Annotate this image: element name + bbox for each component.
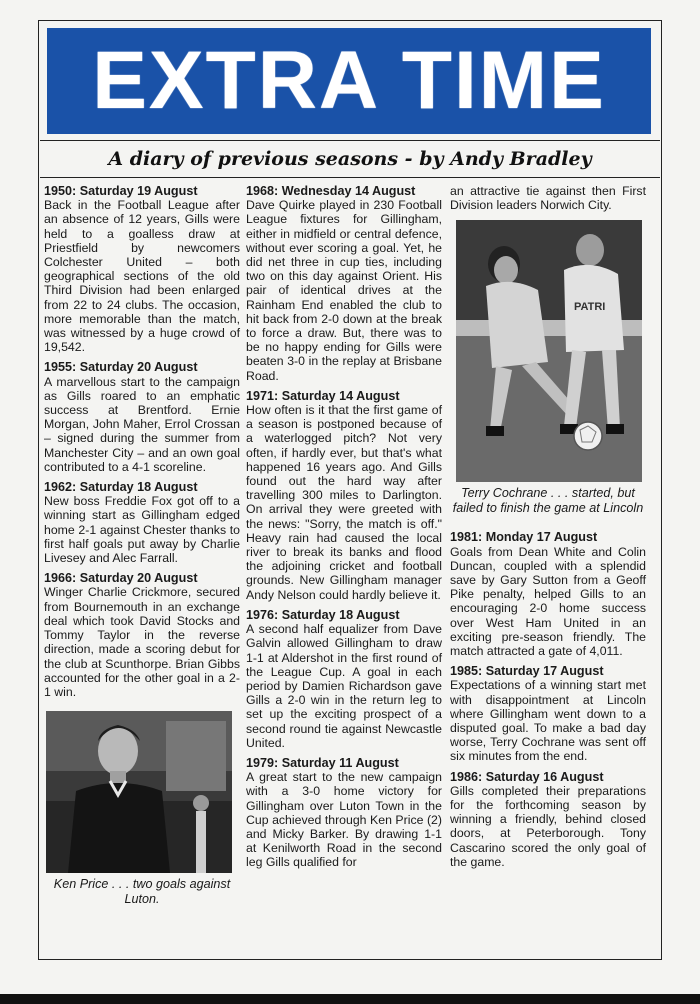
entry-text: Dave Quirke played in 230 Football League fixtures for Gillingham, either in midfield or central defence, without ever scoring a goal. Yet, he did net three in cup ties, including two on this day against Orient. His pair of identical drives at the Rainham End enabled the club to hit back from 2-0 down at the break to force a draw. But, there was to be no happy ending for Gills were beaten 3-0 in the replay at Brisbane Road. bbox=[246, 198, 442, 383]
diary-entry bbox=[44, 360, 240, 474]
diary-entry bbox=[44, 480, 240, 565]
diary-entry bbox=[44, 184, 240, 354]
terry-cochrane-caption: Terry Cochrane . . . started, but failed to finish the game at Lincoln bbox=[452, 486, 644, 516]
entry-text: Goals from Dean White and Colin Duncan, coupled with a splendid save by Gary Sutton from a Geoff Pike penalty, helped Gills to an encouraging 2-0 home success over West Ham United in an exciting pre-season friendly. The match attracted a gate of 4,011. bbox=[450, 544, 646, 659]
entry-text: How often is it that the first game of a season is postponed because of a waterlogged pitch? Not very often, if hardly ever, but that's what happened 16 years ago. And Gills found out the hard way after travelling 300 miles to Darlington. On arrival they were greeted with the news: "Sorry, the match is off." Heavy rain had caused the local river to break its banks and flood the adjoining cricket and football grounds. New Gillingham manager Andy Nelson could hardly believe it. bbox=[246, 403, 442, 602]
entry-date: 1962: Saturday 18 August bbox=[44, 480, 198, 495]
entry-text: Winger Charlie Crickmore, secured from Bournemouth in an exchange deal which took David Stocks and Tommy Taylor in the reverse direction, made a scoring debut for the club at Scunthorpe. Brian Gibbs accounted for the other goal in a 2-1 win. bbox=[44, 585, 240, 699]
diary-entry bbox=[44, 571, 240, 699]
title-banner bbox=[47, 28, 651, 134]
diary-entry bbox=[246, 184, 442, 383]
entry-date: 1950: Saturday 19 August bbox=[44, 184, 198, 198]
entry-date: 1985: Saturday 17 August bbox=[450, 664, 604, 679]
match-action-illustration bbox=[456, 220, 642, 482]
diary-entry bbox=[450, 530, 646, 658]
bottom-rule bbox=[0, 994, 700, 1004]
entry-date: 1979: Saturday 11 August bbox=[246, 755, 399, 770]
entry-date: 1981: Monday 17 August bbox=[450, 530, 598, 545]
entry-date: 1986: Saturday 16 August bbox=[450, 769, 604, 784]
ken-price-photo bbox=[46, 711, 232, 873]
terry-cochrane-photo bbox=[456, 220, 642, 482]
diary-entry bbox=[246, 756, 442, 870]
entry-text: Gills completed their preparations for the forthcoming season by winning a friendly, behind closed doors, at Peterborough. Tony Cascarino scored the only goal of the game. bbox=[450, 783, 646, 869]
entry-date: 1971: Saturday 14 August bbox=[246, 388, 400, 403]
entry-text: A second half equalizer from Dave Galvin allowed Gillingham to draw 1-1 at Aldershot in the first round of the League Cup. A goal in each period by Damien Richardson gave Gills a 2-0 win in the return leg to set up the exciting prospect of a second round tie against Newcastle United. bbox=[246, 622, 442, 750]
column-3 bbox=[450, 184, 646, 875]
continued-text: an attractive tie against then First Division leaders Norwich City. bbox=[450, 184, 646, 213]
subtitle-bar bbox=[40, 140, 660, 178]
shirt-sponsor-text: PATRI bbox=[574, 301, 606, 314]
entry-date: 1955: Saturday 20 August bbox=[44, 360, 198, 375]
entry-text: Expectations of a winning start met with disappointment at Lincoln where Gillingham went down to a disputed goal. To make a bad day worse, Terry Cochrane was sent off six minutes from the end. bbox=[450, 678, 646, 764]
ken-price-caption: Ken Price . . . two goals against Luton. bbox=[53, 877, 231, 907]
entry-date: 1976: Saturday 18 August bbox=[246, 607, 400, 622]
player-photo-illustration bbox=[46, 711, 232, 873]
column-1 bbox=[44, 184, 240, 907]
diary-entry bbox=[246, 608, 442, 750]
entry-text: New boss Freddie Fox got off to a winning start as Gillingham edged home 2-1 against Chester thanks to first half goals put away by Charlie Livesey and Alec Farrall. bbox=[44, 494, 240, 566]
entry-text: Back in the Football League after an absence of 12 years, Gills were held to a goalless draw at Priestfield by newcomers Colchester United – both geographical sections of the old Third Division had been enlarged from 22 to 24 clubs. The occasion, more memorable than the match, was witnessed by a huge crowd of 19,542. bbox=[44, 198, 240, 355]
diary-entry bbox=[450, 664, 646, 763]
entry-text: A great start to the new campaign with a 3-0 home victory for Gillingham over Luton Town in the Cup achieved through Ken Price (2) and Micky Barker. By drawing 1-1 at Kenilworth Road in the second leg Gills qualified for bbox=[246, 770, 442, 870]
entry-date: 1966: Saturday 20 August bbox=[44, 571, 198, 586]
subtitle: A diary of previous seasons - by Andy Bradley bbox=[108, 148, 592, 170]
entry-text: A marvellous start to the campaign as Gills roared to an emphatic success at Brentford. Ernie Morgan, John Maher, Errol Crossan – signed during the summer from Manchester City – and an own goal contributed to a 4-1 scoreline. bbox=[44, 374, 240, 474]
column-2 bbox=[246, 184, 442, 876]
diary-entry bbox=[450, 770, 646, 869]
entry-date: 1968: Wednesday 14 August bbox=[246, 184, 416, 198]
page-title: EXTRA TIME bbox=[92, 35, 606, 126]
diary-entry bbox=[246, 389, 442, 602]
